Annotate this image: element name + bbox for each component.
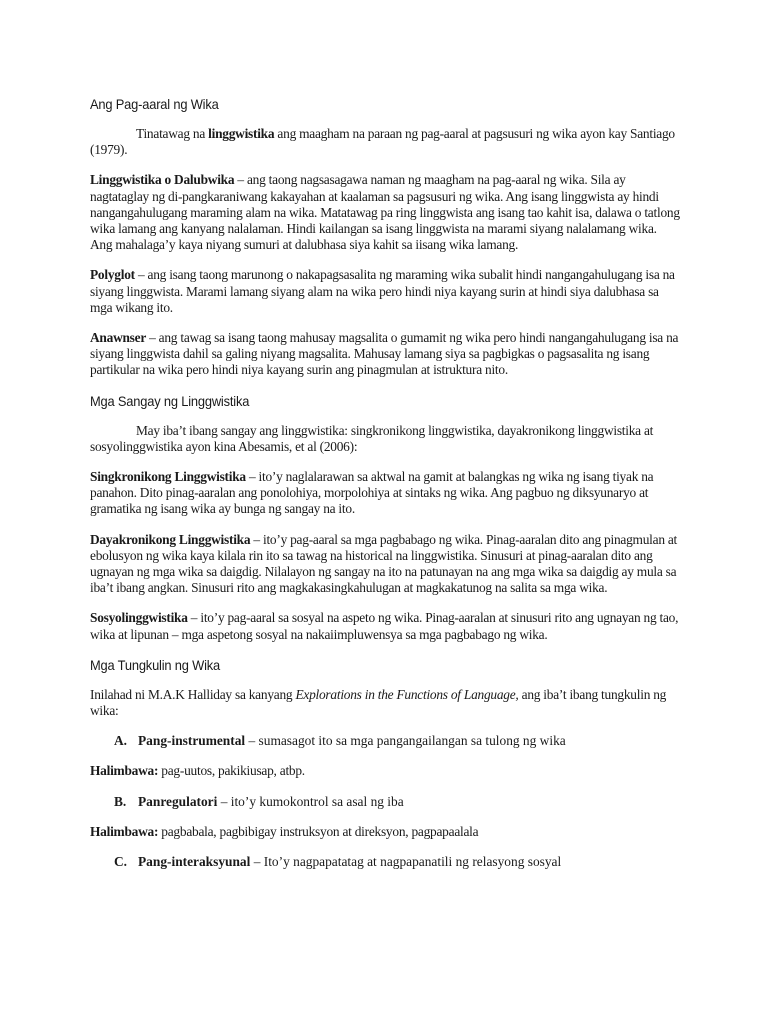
list-term: Panregulatori — [138, 793, 218, 809]
book-title: Explorations in the Functions of Language, — [295, 686, 519, 702]
intro-paragraph-3 — [90, 687, 680, 719]
list-item — [90, 854, 680, 870]
intro-text-post: ang iba’t ibang tungkulin ng wika: — [90, 686, 667, 719]
intro-bold-term: linggwistika — [208, 126, 275, 141]
list-text: – ito’y kumokontrol sa asal ng iba — [217, 793, 404, 809]
example-paragraph — [90, 763, 680, 779]
section-title-tungkulin: Mga Tungkulin ng Wika — [90, 656, 221, 673]
document-content — [90, 96, 680, 884]
definition-paragraph — [90, 469, 680, 518]
definition-text: – ito’y pag-aaral sa sosyal na aspeto ng wika. Pinag-aaralan at sinusuri rito ang ugnayan ng tao, wika at lipunan – mga aspetong sosyal na nakaiimpluwensya sa mga pagbabago ng wika. — [90, 610, 679, 642]
list-term: Pang-interaksyunal — [138, 854, 251, 870]
list-marker: C. — [114, 854, 128, 870]
definition-term: Dayakronikong Linggwistika — [90, 531, 251, 547]
definition-paragraph — [90, 330, 680, 379]
definition-term: Sosyolinggwistika — [90, 610, 188, 626]
definition-text: – ito’y pag-aaral sa mga pagbabago ng wika. Pinag-aaralan dito ang pinagmulan at ebolusyon ng wika kaya kilala rin ito sa tawag na historical na linggwistika. Sinusuri at pinag-aaralan dito ang ugnayan ng mga wika sa daigdig. Nilalayon ng sangay na ito na patunayan na ang mga wika sa daigdig ay mula sa iba’t ibang angkan. Sinusuri rito ang magkakasingkahulugan at magkakatunog na salita sa mga wika. — [90, 531, 678, 596]
definition-paragraph — [90, 610, 680, 642]
list-term: Pang-instrumental — [138, 733, 246, 749]
list-marker: B. — [114, 793, 127, 809]
intro-text-post: ang maagham na paraan ng pag-aaral at pagsusuri ng wika ayon kay Santiago (1979). — [90, 126, 675, 158]
list-text: – sumasagot ito sa mga pangangailangan sa tulong ng wika — [245, 733, 566, 749]
list-item — [90, 733, 680, 749]
example-label: Halimbawa: — [90, 823, 159, 839]
definition-term: Polyglot — [90, 267, 135, 283]
example-text: pagbabala, pagbibigay instruksyon at direksyon, pagpapaalala — [158, 823, 479, 839]
definition-paragraph — [90, 172, 680, 253]
list-marker: A. — [114, 733, 128, 749]
definition-text: – ito’y naglalarawan sa aktwal na gamit at balangkas ng wika ng isang tiyak na panahon. Dito pinag-aaralan ang ponolohiya, morpolohiya at sintaks ng wika. Ang pagbuo ng diksyunaryo at gramatika ng isang wika ay bunga ng sangay na ito. — [90, 469, 654, 517]
intro-text: Inilahad ni M.A.K Halliday sa kanyang — [90, 686, 296, 702]
definition-paragraph — [90, 267, 680, 316]
list-item — [90, 794, 680, 810]
definition-term: Singkronikong Linggwistika — [90, 469, 246, 485]
definition-text: – ang taong nagsasagawa naman ng maagham na pag-aaral ng wika. Sila ay nagtataglay ng di-pangkaraniwang kakayahan at kaalaman sa pagsusuri ng wika. Ang isang linggwista ay hindi nangangahulugang maraming alam na wika. Matatawag pa ring linggwista ang isang tao kahit isa, dalawa o tatlong wika lamang ang kanyang nalalaman. Hindi kailangan sa isang linggwista na marami siyang nalalamang wika. Ang mahalaga’y kaya niyang sumuri at dalubhasa siya kahit sa iisang wika lamang. — [90, 172, 680, 253]
example-text: pag-uutos, pakikiusap, atbp. — [158, 763, 305, 779]
definition-paragraph — [90, 532, 680, 597]
section-title-sangay: Mga Sangay ng Linggwistika — [90, 392, 250, 409]
intro-text: Tinatawag na — [136, 126, 209, 141]
example-label: Halimbawa: — [90, 763, 159, 779]
definition-term: Linggwistika o Dalubwika — [90, 172, 235, 188]
section-title-pag-aaral: Ang Pag-aaral ng Wika — [90, 96, 219, 112]
intro-paragraph-2: May iba’t ibang sangay ang linggwistika: singkronikong linggwistika, dayakronikong linggwistika at sosyolinggwistika ayon kina Abesamis, et al (2006): — [90, 422, 654, 454]
definition-text: – ang tawag sa isang taong mahusay magsalita o gumamit ng wika pero hindi nangangahulugang isa na siyang linggwista dahil sa galing niyang magsalita. Mahusay lamang siya sa pagbigkas o pagsasalita ng isang partikular na wika pero hindi niya kayang surin ang pinagmulan at istruktura nito. — [90, 330, 679, 378]
list-text: – Ito’y nagpapatatag at nagpapanatili ng relasyong sosyal — [250, 854, 562, 870]
definition-text: – ang isang taong marunong o nakapagsasalita ng maraming wika subalit hindi nangangahulugang isa na siyang linggwista. Marami lamang siyang alam na wika pero hindi niya kayang surin at hindi siya dalubhasa sa mga wikang ito. — [90, 267, 675, 315]
example-paragraph — [90, 824, 680, 840]
intro-paragraph-1 — [90, 126, 680, 158]
definition-term: Anawnser — [90, 330, 147, 346]
